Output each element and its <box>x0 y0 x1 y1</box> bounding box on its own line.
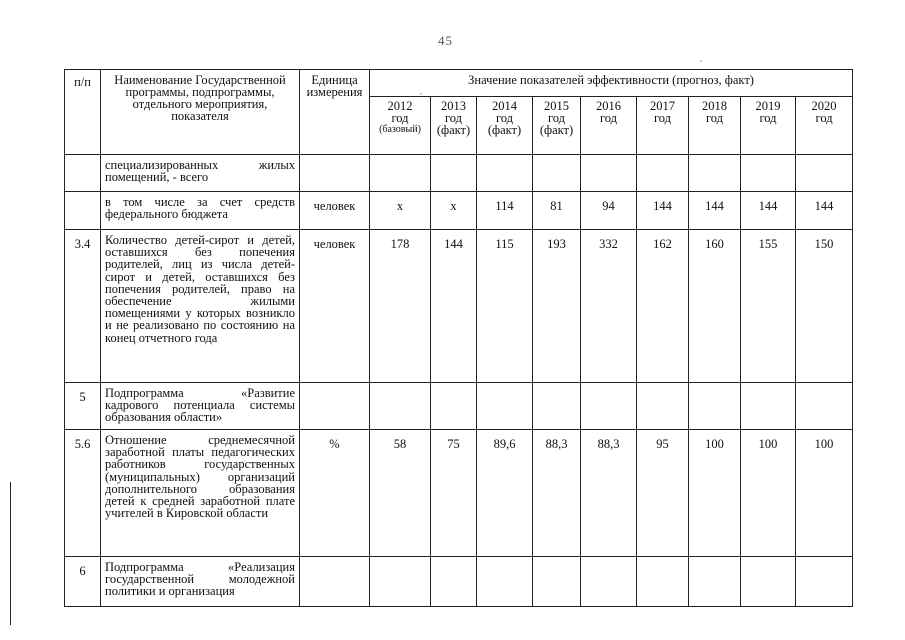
row-value: 94 <box>581 192 637 230</box>
table-row <box>65 557 853 607</box>
year-suffix: год <box>495 111 514 125</box>
row-value <box>477 557 533 607</box>
row-number: 5.6 <box>65 430 101 557</box>
year-label: 2014 <box>492 99 517 113</box>
table-row <box>65 155 853 192</box>
row-value <box>796 557 853 607</box>
scan-speck <box>700 60 702 62</box>
row-value: х <box>431 192 477 230</box>
year-label: 2015 <box>544 99 569 113</box>
row-value: 332 <box>581 230 637 383</box>
year-note: (факт) <box>539 123 574 137</box>
row-value <box>477 155 533 192</box>
year-suffix: год <box>444 111 463 125</box>
year-suffix: год <box>759 111 777 125</box>
year-note: (факт) <box>487 123 522 137</box>
row-value: 160 <box>689 230 741 383</box>
row-value: 81 <box>533 192 581 230</box>
header-year <box>533 97 581 155</box>
row-value <box>533 557 581 607</box>
row-value: 193 <box>533 230 581 383</box>
row-value: 88,3 <box>581 430 637 557</box>
year-label: 2020 <box>811 99 837 113</box>
row-number <box>65 192 101 230</box>
row-value <box>689 557 741 607</box>
row-value <box>689 383 741 430</box>
year-suffix: год <box>705 111 724 125</box>
row-value <box>796 383 853 430</box>
year-note: (факт) <box>436 123 471 137</box>
row-name: Количество детей-сирот и детей, оставшихся без попечения родителей, лиц из числа детей-сирот и детей, оставшихся без попечения родителей, право на обеспечение жилыми помещениями у которых возникло и не реализовано по состоянию на конец отчетного года <box>101 230 300 383</box>
row-value: 144 <box>689 192 741 230</box>
row-value <box>431 557 477 607</box>
row-number <box>65 155 101 192</box>
row-value: 95 <box>637 430 689 557</box>
row-value: 100 <box>741 430 796 557</box>
row-value: 88,3 <box>533 430 581 557</box>
row-name: Подпрограмма «Реализация государственной молодежной политики и организация <box>101 557 300 607</box>
row-value: 144 <box>431 230 477 383</box>
header-year <box>477 97 533 155</box>
row-value: 58 <box>370 430 431 557</box>
header-row-number: п/п <box>65 70 101 155</box>
row-value <box>533 383 581 430</box>
row-value: 144 <box>637 192 689 230</box>
row-value <box>533 155 581 192</box>
row-value <box>370 155 431 192</box>
row-value: 100 <box>796 430 853 557</box>
row-value: 144 <box>741 192 796 230</box>
row-value <box>581 383 637 430</box>
year-label: 2019 <box>755 99 781 113</box>
header-year <box>689 97 741 155</box>
row-value <box>689 155 741 192</box>
year-suffix: год <box>815 111 833 125</box>
row-value <box>431 383 477 430</box>
row-number: 6 <box>65 557 101 607</box>
row-unit: человек <box>300 230 370 383</box>
row-value: 155 <box>741 230 796 383</box>
table-row <box>65 192 853 230</box>
scan-margin-line <box>10 482 11 625</box>
year-suffix: год <box>599 111 618 125</box>
header-year <box>637 97 689 155</box>
row-value <box>796 155 853 192</box>
year-label: 2018 <box>702 99 727 113</box>
row-unit <box>300 155 370 192</box>
row-name: Отношение среднемесячной заработной платы педагогических работников государственных (муниципальных) организаций дополнительного образования детей к средней заработной плате учителей в Кировской области <box>101 430 300 557</box>
table-row <box>65 383 853 430</box>
row-value: 144 <box>796 192 853 230</box>
year-note: (базовый) <box>379 124 421 135</box>
row-name: в том числе за счет средств федерального бюджета <box>101 192 300 230</box>
row-value: 150 <box>796 230 853 383</box>
header-year <box>796 97 853 155</box>
row-value <box>741 557 796 607</box>
table-row <box>65 430 853 557</box>
row-value <box>477 383 533 430</box>
row-value: 89,6 <box>477 430 533 557</box>
row-number: 3.4 <box>65 230 101 383</box>
row-value: 162 <box>637 230 689 383</box>
row-value <box>637 155 689 192</box>
header-year <box>370 97 431 155</box>
header-unit: Единица измерения <box>300 70 370 155</box>
row-value: 178 <box>370 230 431 383</box>
header-year <box>431 97 477 155</box>
year-label: 2017 <box>650 99 675 113</box>
row-value <box>637 557 689 607</box>
year-label: 2016 <box>596 99 621 113</box>
row-value: 75 <box>431 430 477 557</box>
row-unit: % <box>300 430 370 557</box>
row-value <box>741 383 796 430</box>
row-name: специализированных жилых помещений, - всего <box>101 155 300 192</box>
header-year <box>581 97 637 155</box>
row-number: 5 <box>65 383 101 430</box>
row-value: 114 <box>477 192 533 230</box>
year-suffix: год <box>391 111 409 125</box>
year-label: 2012 <box>387 99 413 113</box>
row-value <box>370 557 431 607</box>
row-name: Подпрограмма «Развитие кадрового потенциала системы образования области» <box>101 383 300 430</box>
row-value <box>370 383 431 430</box>
table-row <box>65 230 853 383</box>
header-name: Наименование Государственной программы, подпрограммы, отдельного мероприятия, показателя <box>101 70 300 155</box>
row-unit <box>300 383 370 430</box>
row-value: 115 <box>477 230 533 383</box>
year-suffix: год <box>653 111 672 125</box>
row-value: 100 <box>689 430 741 557</box>
row-value <box>581 557 637 607</box>
header-year <box>741 97 796 155</box>
row-unit: человек <box>300 192 370 230</box>
row-value <box>431 155 477 192</box>
row-value <box>741 155 796 192</box>
row-unit <box>300 557 370 607</box>
page-number: 45 <box>438 33 453 48</box>
indicators-table <box>64 69 853 607</box>
year-label: 2013 <box>441 99 466 113</box>
year-suffix: год <box>547 111 566 125</box>
header-group: Значение показателей эффективности (прогноз, факт) <box>370 70 853 97</box>
row-value <box>581 155 637 192</box>
row-value <box>637 383 689 430</box>
row-value: х <box>370 192 431 230</box>
